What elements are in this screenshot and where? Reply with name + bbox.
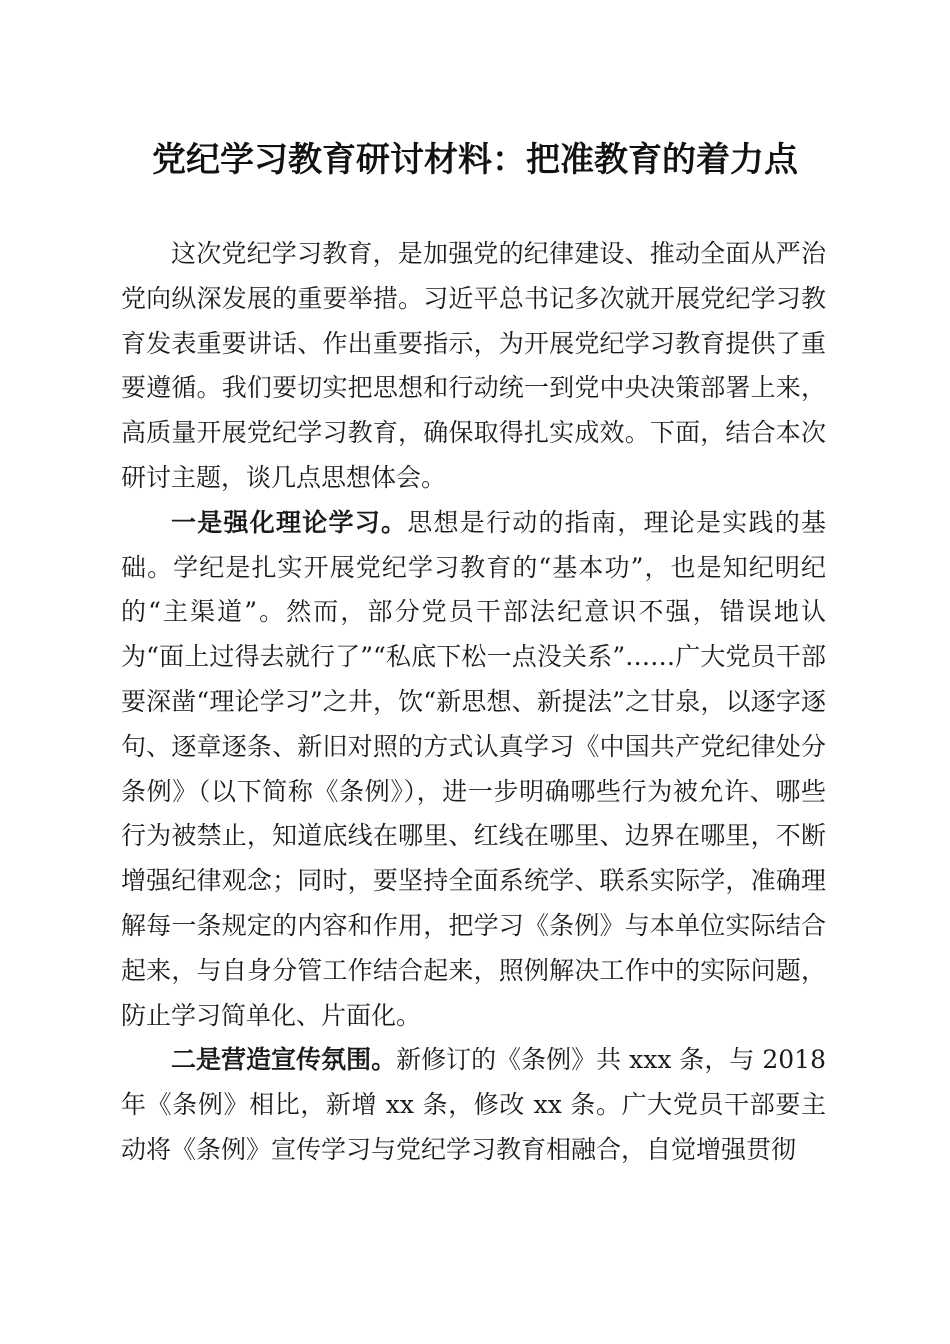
paragraph-intro (121, 232, 826, 501)
paragraph-lead-heading: 一是强化理论学习。 (171, 507, 408, 537)
paragraph-point-one (121, 501, 826, 1039)
document-body (121, 232, 826, 1173)
paragraph-point-two (121, 1038, 826, 1172)
paragraph-text: 新修订的《条例》共 xxx 条，与 2018 年《条例》相比，新增 xx 条，修改 xx 条。广大党员干部要主动将《条例》宣传学习与党纪学习教育相融合，自觉增强贯彻 (121, 1045, 826, 1164)
paragraph-text: 这次党纪学习教育，是加强党的纪律建设、推动全面从严治党向纵深发展的重要举措。习近平总书记多次就开展党纪学习教育发表重要讲话、作出重要指示，为开展党纪学习教育提供了重要遵循。我们要切实把思想和行动统一到党中央决策部署上来，高质量开展党纪学习教育，确保取得扎实成效。下面，结合本次研讨主题，谈几点思想体会。 (121, 239, 826, 492)
paragraph-lead-heading: 二是营造宣传氛围。 (171, 1045, 397, 1075)
document-title: 党纪学习教育研讨材料：把准教育的着力点 (152, 140, 798, 180)
paragraph-text: 思想是行动的指南，理论是实践的基础。学纪是扎实开展党纪学习教育的“基本功”，也是知纪明纪的“主渠道”。然而，部分党员干部法纪意识不强，错误地认为“面上过得去就行了”“私底下松一点没关系”……广大党员干部要深凿“理论学习”之井，饮“新思想、新提法”之甘泉，以逐字逐句、逐章逐条、新旧对照的方式认真学习《中国共产党纪律处分条例》（以下简称《条例》），进一步明确哪些行为被允许、哪些行为被禁止，知道底线在哪里、红线在哪里、边界在哪里，不断增强纪律观念；同时，要坚持全面系统学、联系实际学，准确理解每一条规定的内容和作用，把学习《条例》与本单位实际结合起来，与自身分管工作结合起来，照例解决工作中的实际问题，防止学习简单化、片面化。 (121, 507, 826, 1030)
